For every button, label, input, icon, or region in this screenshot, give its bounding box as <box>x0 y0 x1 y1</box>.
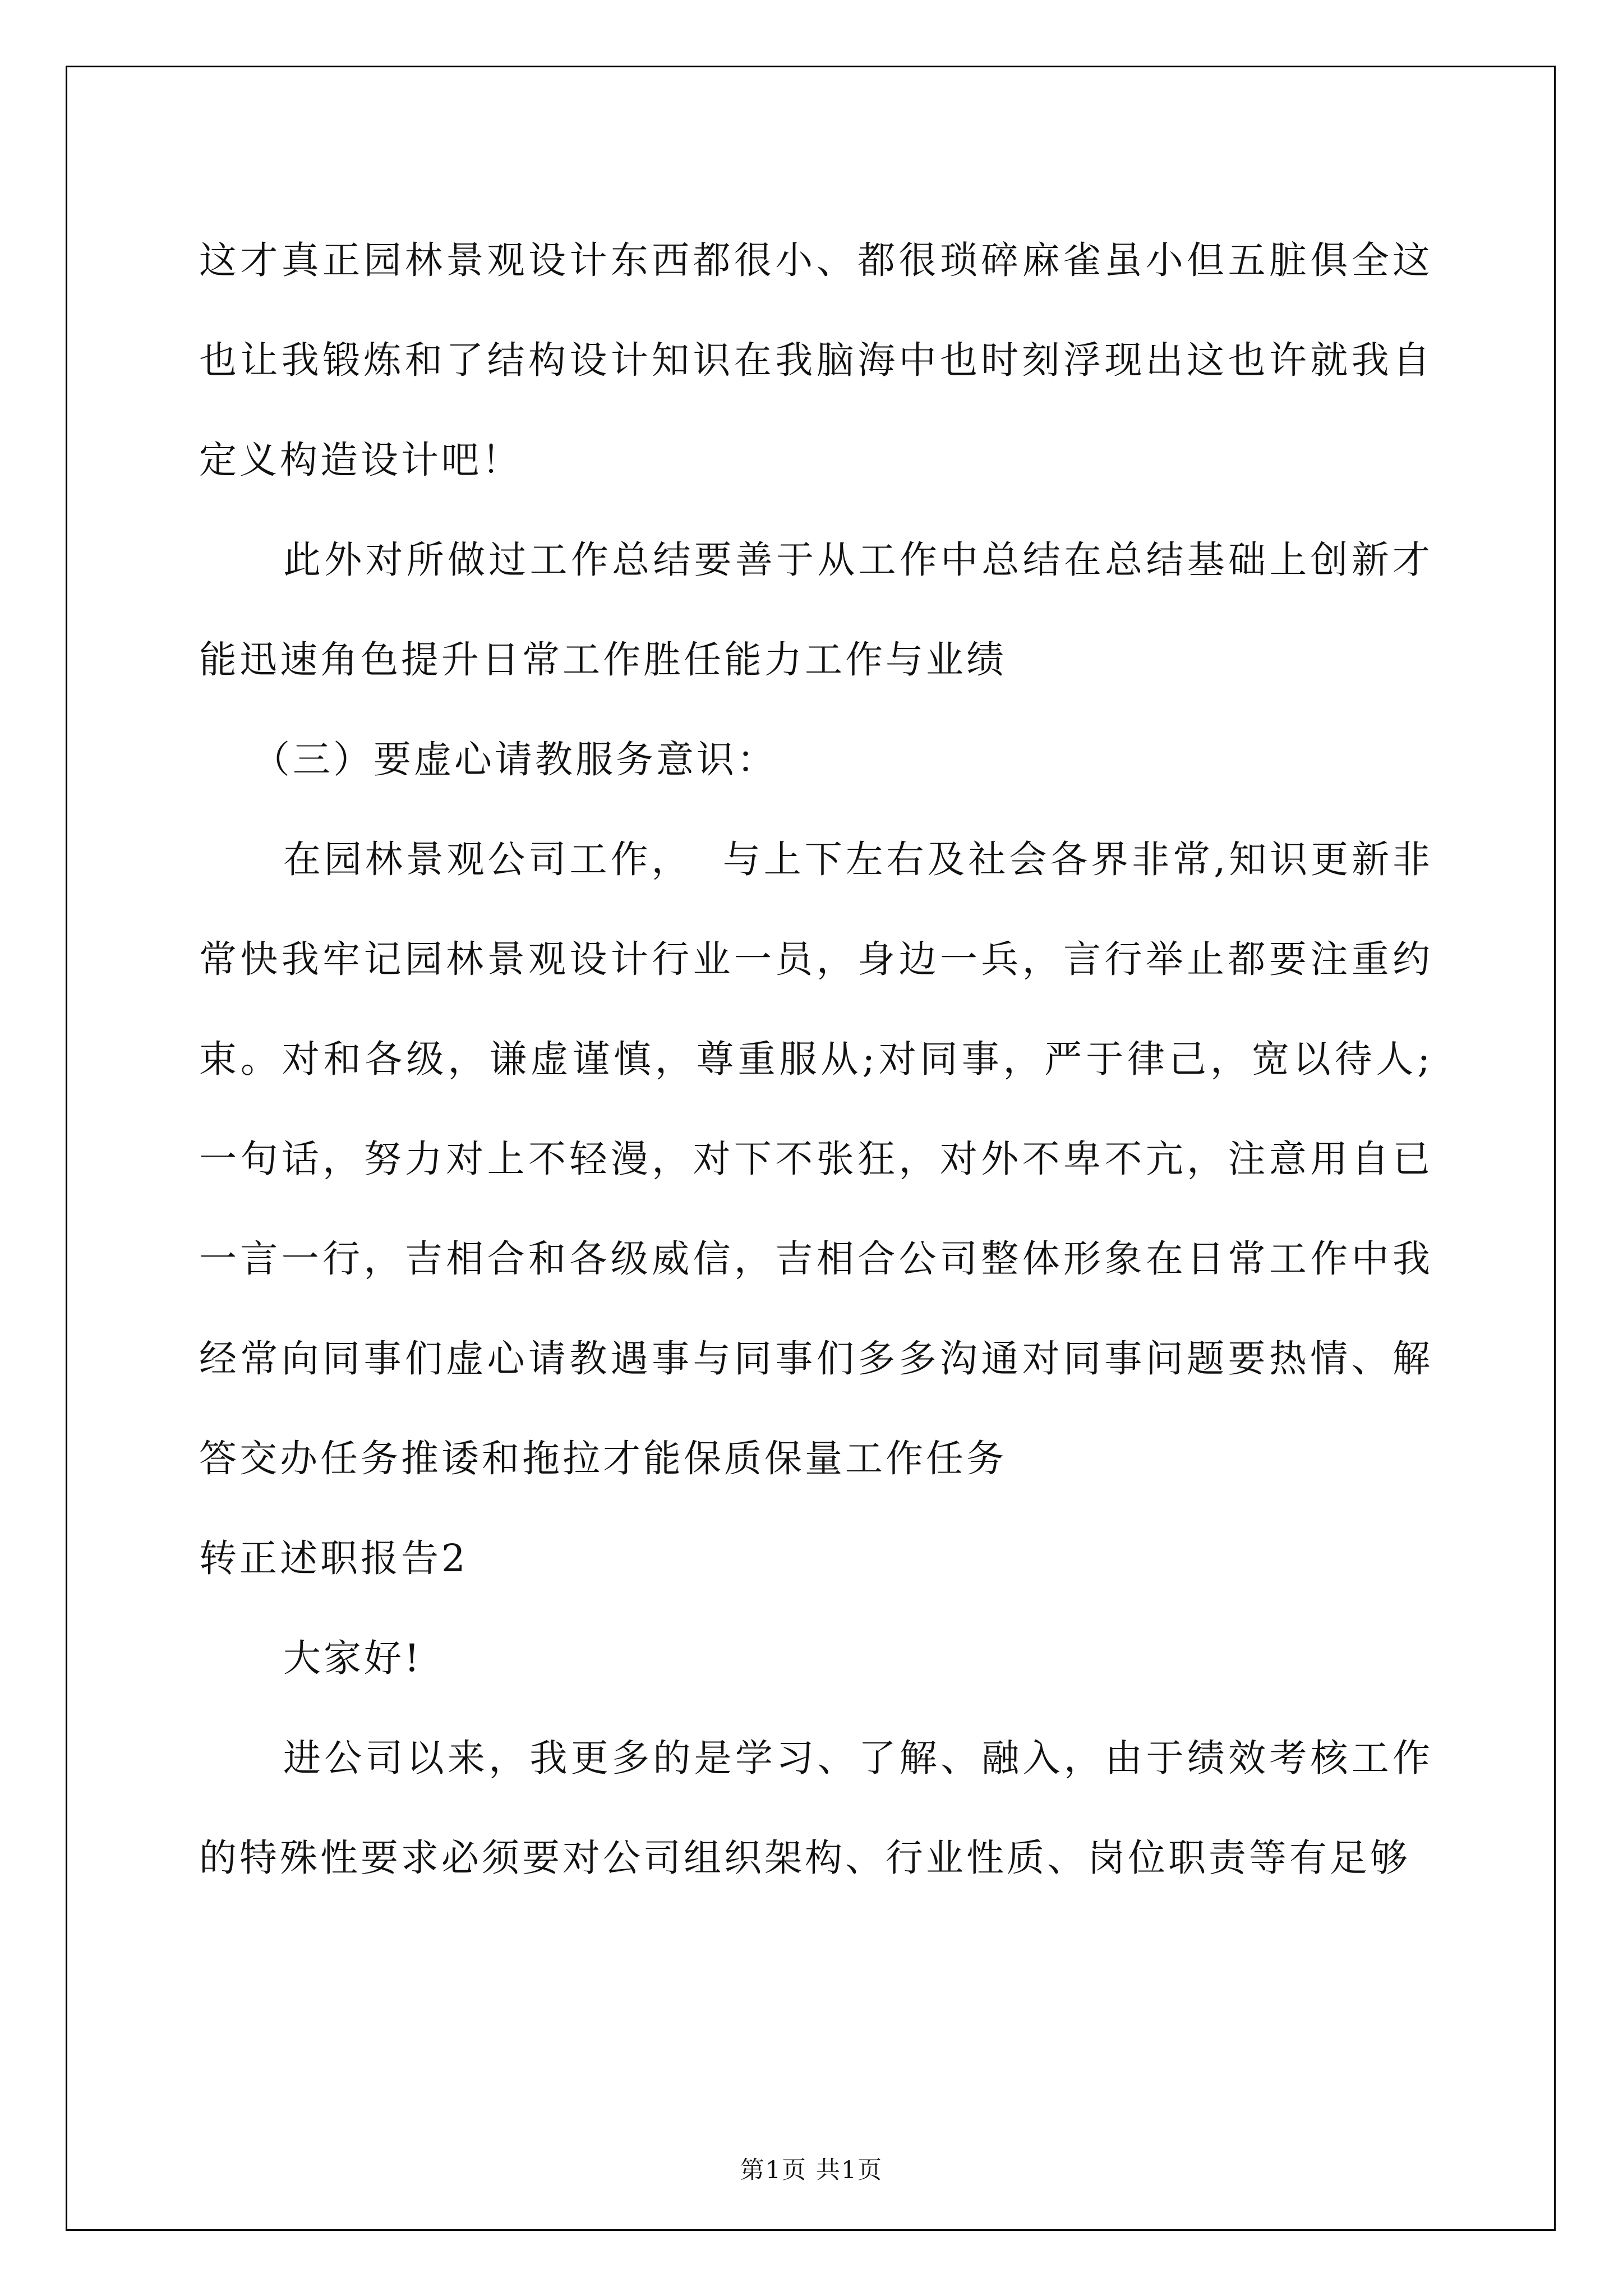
paragraph-2: 此外对所做过工作总结要善于从工作中总结在总结基础上创新才能迅速角色提升日常工作胜任能力工作与业绩 <box>199 538 1433 682</box>
paragraph-7: 进公司以来，我更多的是学习、了解、融入，由于绩效考核工作的特殊性要求必须要对公司组织架构、行业性质、岗位职责等有足够 <box>199 1736 1433 1880</box>
page-footer: 第1页 共1页 <box>740 2156 883 2184</box>
document-body <box>199 210 1433 1908</box>
greeting: 大家好! <box>283 1636 422 1680</box>
section-heading-3: （三）要虚心请教服务意识： <box>252 738 777 781</box>
report-title-2: 转正述职报告2 <box>199 1536 468 1580</box>
paragraph-4: 在园林景观公司工作， 与上下左右及社会各界非常,知识更新非常快我牢记园林景观设计行业一员，身边一兵，言行举止都要注重约束。对和各级，谦虚谨慎，尊重服从;对同事，严于律己，宽以待人;一句话，努力对上不轻漫，对下不张狂，对外不卑不亢，注意用自已一言一行，吉相合和各级威信，吉相合公司整体形象在日常工作中我经常向同事们虚心请教遇事与同事们多多沟通对同事问题要热情、解答交办任务推诿和拖拉才能保质保量工作任务 <box>199 838 1433 1480</box>
paragraph-1: 这才真正园林景观设计东西都很小、都很琐碎麻雀虽小但五脏俱全这也让我锻炼和了结构设计知识在我脑海中也时刻浮现出这也许就我自定义构造设计吧！ <box>199 238 1433 482</box>
